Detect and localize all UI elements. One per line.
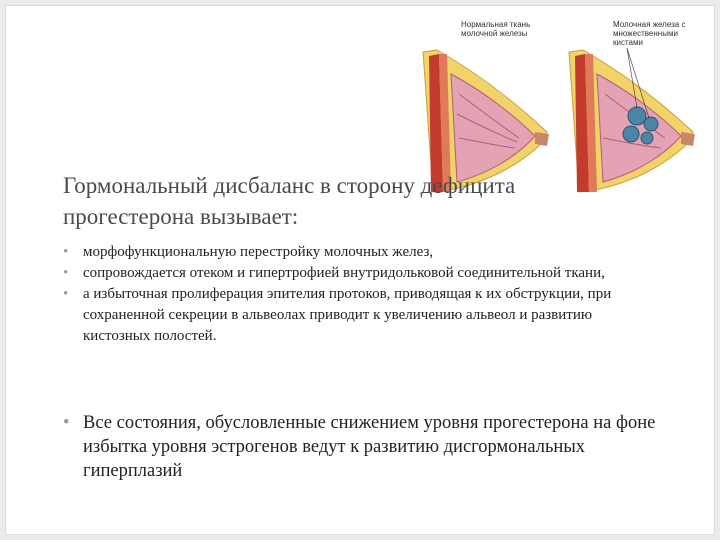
effects-list — [63, 242, 663, 347]
conclusion-text: Все состояния, обусловленные снижением уровня прогестерона на фоне избытка уровня эстрогенов ведут к развитию дисгормональных гиперплазий — [83, 413, 656, 481]
list-item-text: сопровождается отеком и гипертрофией внутридольковой соединительной ткани, — [83, 265, 605, 281]
bullet-icon: • — [63, 413, 70, 433]
slide — [6, 6, 714, 534]
list-item — [63, 263, 663, 284]
bullet-icon: • — [63, 265, 69, 281]
list-item-text: морфофункциональную перестройку молочных желез, — [83, 244, 434, 260]
list-item — [63, 284, 663, 347]
bullet-icon: • — [63, 286, 69, 302]
list-item — [63, 411, 683, 483]
conclusion-list — [63, 411, 683, 483]
bullet-icon: • — [63, 244, 69, 260]
slide-title: Гормональный дисбаланс в сторону дефицита прогестерона вызывает: — [63, 173, 516, 229]
normal-tissue-label: Нормальная ткань молочной железы — [461, 20, 531, 38]
cystic-tissue-label: Молочная железа с множественными кистами — [613, 20, 686, 47]
list-item — [63, 242, 663, 263]
list-item-text: а избыточная пролиферация эпителия протоков, приводящая к их обструкции, при сохраненной секреции в альвеолах приводит к увеличению альвеол и развитию кистозных полостей. — [83, 286, 612, 344]
